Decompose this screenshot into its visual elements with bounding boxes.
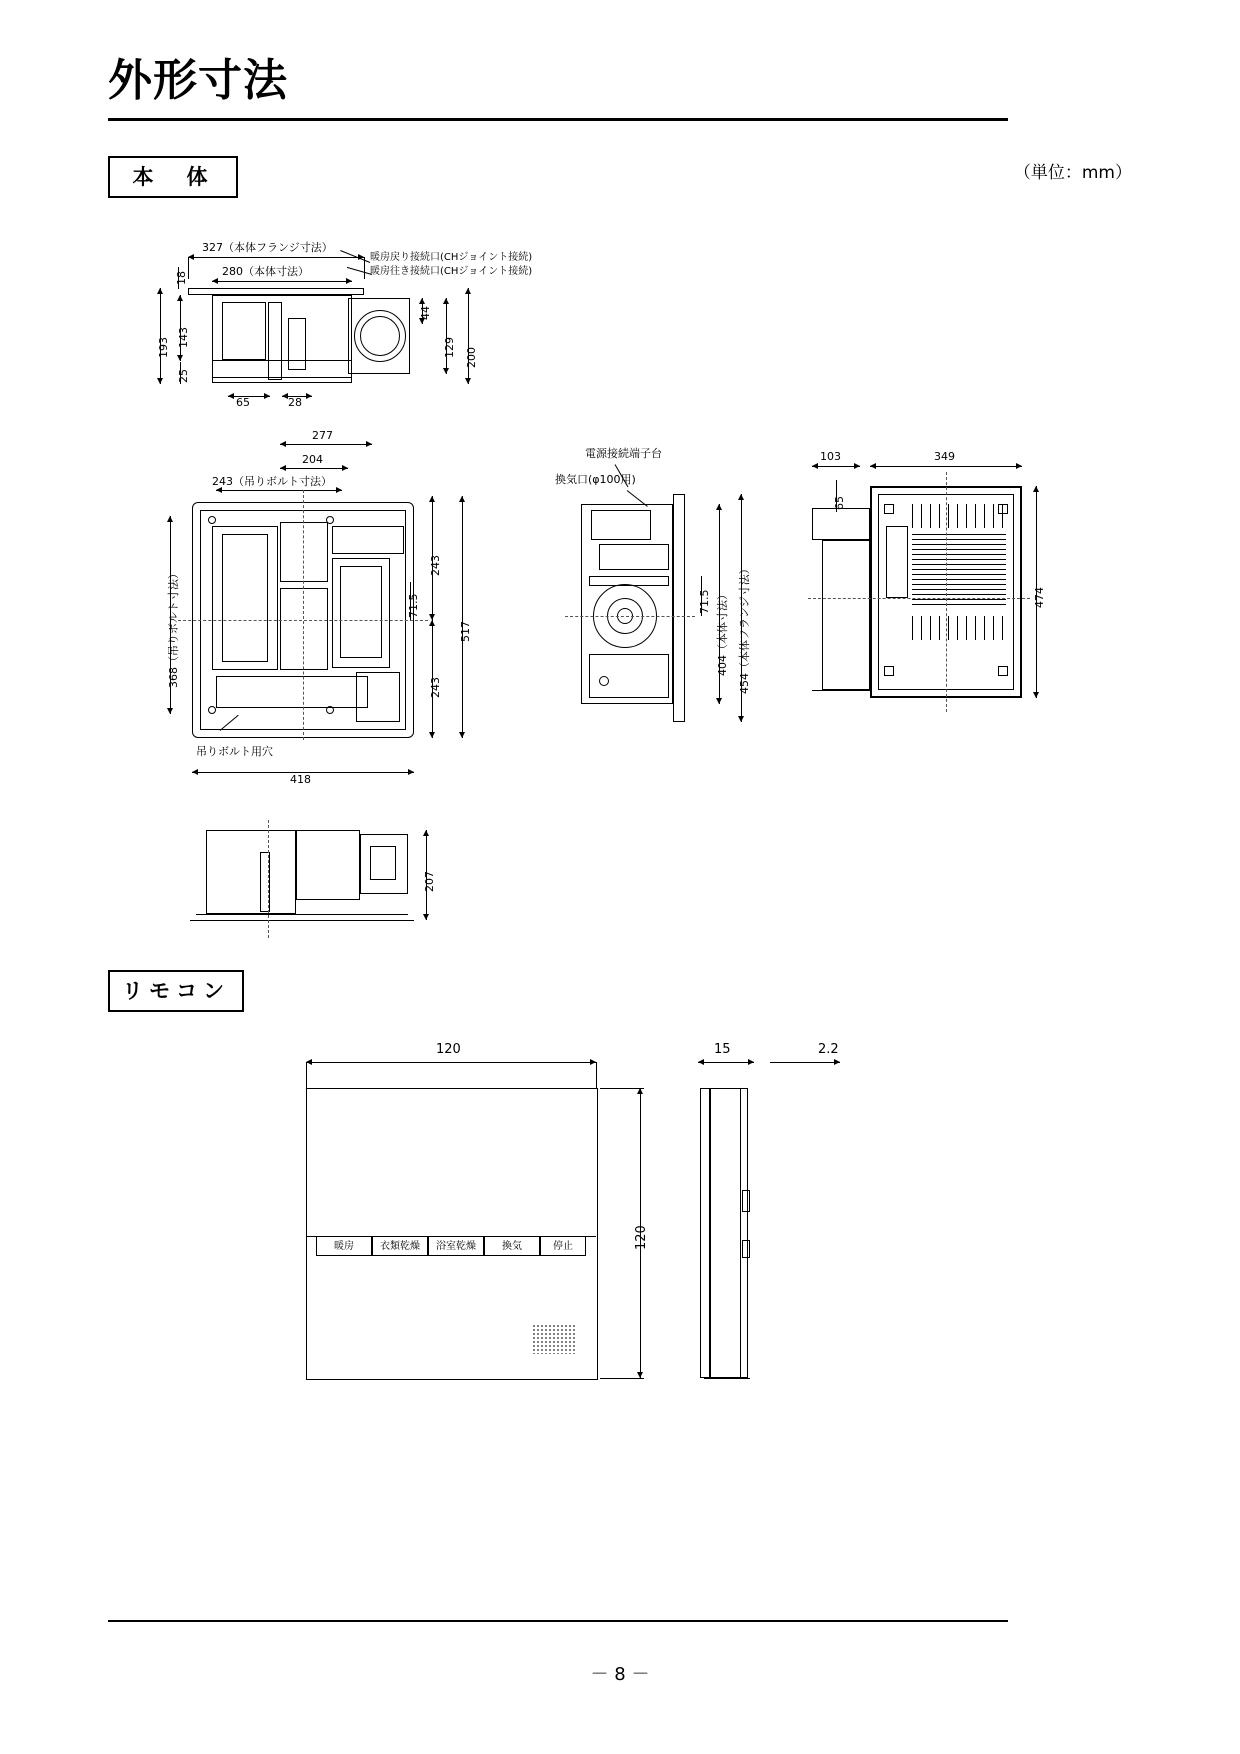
callout-power-terminal: 電源接続端子台: [585, 447, 662, 460]
bolt-hole: [326, 706, 334, 714]
internal-line: [212, 360, 352, 361]
dim-arrow-down: [459, 732, 465, 738]
dim-label-flange-width: 327（本体フランジ寸法）: [202, 241, 333, 254]
dim-label-remote-depth: 15: [714, 1042, 731, 1057]
internal-part: [356, 672, 400, 722]
filter-panel: [886, 526, 908, 598]
profile-line: [704, 1378, 750, 1379]
dim-label-28: 28: [288, 396, 302, 409]
dim-label-remote-thickness: 2.2: [818, 1042, 839, 1057]
dim-line-327: [188, 257, 364, 258]
side-notch: [742, 1190, 750, 1212]
center-line-vertical: [268, 820, 269, 938]
dim-arrow-left: [192, 769, 198, 775]
dim-arrow-up: [429, 620, 435, 626]
title-divider: [108, 118, 1008, 121]
dim-arrow-left: [870, 463, 876, 469]
dim-line-193: [160, 288, 161, 384]
page-number: － 8 －: [590, 1664, 650, 1685]
profile-line: [196, 914, 408, 915]
dim-line-280: [212, 281, 352, 282]
duct-opening-inner: [360, 316, 400, 356]
dim-arrow-right: [834, 1059, 840, 1065]
note-bolt-hole: 吊りボルト用穴: [196, 745, 273, 758]
dim-arrow-up: [443, 298, 449, 304]
callout-vent-port: 換気口(φ100用): [555, 473, 636, 486]
grille-slats-top: [912, 504, 1006, 528]
center-line: [808, 598, 1030, 599]
internal-part: [370, 846, 396, 880]
internal-part: [216, 676, 368, 708]
side-notch: [742, 1240, 750, 1258]
page-title: 外形寸法: [108, 55, 288, 106]
internal-part: [222, 302, 266, 360]
dim-arrow-right: [1016, 463, 1022, 469]
dim-label-65: 65: [833, 496, 846, 510]
bracket-body: [822, 540, 870, 690]
dim-label-143: 143: [177, 327, 190, 348]
dim-label-71-5-side: 71.5: [698, 589, 711, 614]
bolt-hole: [208, 516, 216, 524]
drawing-cross-section-view: [157, 240, 690, 415]
dim-label-71-5: 71.5: [407, 593, 420, 618]
screw-hole: [884, 504, 894, 514]
screw-hole: [998, 666, 1008, 676]
internal-part: [268, 302, 282, 380]
internal-part: [280, 588, 328, 670]
dim-arrow-right: [366, 441, 372, 447]
dim-arrow-right: [748, 1059, 754, 1065]
dim-arrow-down: [429, 732, 435, 738]
dim-arrow-left: [228, 393, 234, 399]
profile-line: [740, 1088, 741, 1378]
dim-arrow-up: [1033, 486, 1039, 492]
port-circle: [599, 676, 609, 686]
dim-label-bolt-pitch-v: 368（吊りボルト寸法）: [167, 568, 180, 688]
dim-arrow-up: [167, 516, 173, 522]
dim-line-129: [446, 298, 447, 374]
unit-profile: [206, 830, 296, 914]
dim-arrow-up: [419, 298, 425, 304]
dim-label-18: 18: [175, 271, 188, 285]
dim-line-277: [280, 444, 372, 445]
dim-line-517: [462, 496, 463, 738]
dim-label-243-bottom: 243: [429, 677, 442, 698]
ext-line: [596, 1062, 597, 1088]
section-heading-body: 本 体: [108, 156, 238, 198]
dim-line-thickness-2-2: [770, 1062, 840, 1063]
dim-arrow-down: [177, 355, 183, 361]
dim-arrow-right: [336, 487, 342, 493]
section-heading-remote: リモコン: [108, 970, 244, 1012]
dim-line-103: [812, 466, 860, 467]
dim-arrow-up: [716, 504, 722, 510]
drawing-plan-view: [160, 430, 530, 790]
internal-part: [280, 522, 328, 582]
dim-label-454: 454（本体フランジ寸法）: [738, 563, 751, 694]
dim-arrow-right: [342, 465, 348, 471]
remote-side-profile: [710, 1088, 748, 1378]
dim-line-204: [280, 468, 348, 469]
dim-arrow-right: [408, 769, 414, 775]
screw-hole: [884, 666, 894, 676]
bracket-line: [812, 690, 870, 691]
remote-button-stop[interactable]: 停止: [540, 1236, 586, 1256]
dim-line-depth-15: [698, 1062, 754, 1063]
dim-label-404: 404（本体寸法）: [716, 589, 729, 676]
dim-label-474: 474: [1033, 587, 1046, 608]
drawing-front-grille-view: [800, 448, 1046, 738]
drawing-side-view: [555, 448, 775, 748]
callout-heating-supply: 暖房往き接続口(CHジョイント接続): [370, 266, 533, 277]
dim-line-243: [216, 490, 342, 491]
internal-part: [599, 544, 669, 570]
dim-label-129: 129: [443, 337, 456, 358]
internal-line: [212, 377, 352, 378]
dim-label-207: 207: [423, 871, 436, 892]
center-line: [565, 616, 695, 617]
dim-label-body-width: 280（本体寸法）: [222, 265, 309, 278]
dim-label-204: 204: [302, 453, 323, 466]
dim-label-418: 418: [290, 773, 311, 786]
center-line-vertical: [946, 472, 947, 712]
dim-label-bolt-pitch-h: 243（吊りボルト寸法）: [212, 475, 332, 488]
drawing-remote-control: [300, 1040, 920, 1400]
screw-hole: [998, 504, 1008, 514]
center-line-vertical: [303, 490, 304, 740]
grille-slats-bottom: [912, 616, 1006, 640]
speaker-grille: [532, 1324, 576, 1354]
remote-button-ventilation[interactable]: 換気: [484, 1236, 540, 1256]
dim-arrow-up: [157, 288, 163, 294]
dim-arrow-down: [1033, 692, 1039, 698]
dim-label-65: 65: [236, 396, 250, 409]
fan-housing-inner: [340, 566, 382, 658]
dim-label-remote-height: 120: [634, 1225, 649, 1250]
dim-arrow-right: [346, 278, 352, 284]
leader-line: [347, 267, 372, 275]
ext-line: [600, 1378, 644, 1379]
dim-arrow-down: [738, 716, 744, 722]
bolt-hole: [326, 516, 334, 524]
dim-label-200: 200: [465, 347, 478, 368]
dim-arrow-right: [854, 463, 860, 469]
flange-line: [190, 920, 414, 921]
internal-part: [288, 318, 306, 370]
dim-arrow-up: [738, 494, 744, 500]
internal-part: [222, 534, 268, 662]
dim-label-remote-width: 120: [436, 1042, 461, 1057]
internal-part: [296, 830, 360, 900]
flange-profile: [188, 288, 364, 295]
remote-button-clothes-dry[interactable]: 衣類乾燥: [372, 1236, 428, 1256]
dim-arrow-up: [423, 830, 429, 836]
internal-part: [591, 510, 651, 540]
dim-arrow-down: [465, 378, 471, 384]
dim-line-200: [468, 288, 469, 384]
dim-label-277: 277: [312, 429, 333, 442]
unit-note: （単位：mm）: [1013, 163, 1132, 183]
dim-arrow-down: [167, 708, 173, 714]
dim-label-349: 349: [934, 450, 955, 463]
dim-arrow-up: [465, 288, 471, 294]
dim-arrow-up: [177, 295, 183, 301]
internal-part: [332, 526, 404, 554]
dim-arrow-left: [280, 465, 286, 471]
dim-label-103: 103: [820, 450, 841, 463]
ext-line: [188, 257, 189, 279]
dim-label-517: 517: [459, 621, 472, 642]
dim-label-25: 25: [177, 369, 190, 383]
dim-arrow-down: [716, 698, 722, 704]
bolt-hole: [208, 706, 216, 714]
dim-label-193: 193: [157, 337, 170, 358]
remote-back-plate: [700, 1088, 710, 1378]
callout-heating-return: 暖房戻り接続口(CHジョイント接続): [370, 252, 533, 263]
dim-arrow-down: [423, 914, 429, 920]
dim-arrow-right: [264, 393, 270, 399]
ext-line: [306, 1062, 307, 1088]
dim-arrow-right: [306, 393, 312, 399]
remote-button-row: [316, 1236, 586, 1256]
dim-arrow-left: [212, 278, 218, 284]
dim-arrow-down: [443, 368, 449, 374]
remote-button-heating[interactable]: 暖房: [316, 1236, 372, 1256]
dim-label-44: 44: [419, 306, 432, 320]
bracket: [812, 508, 870, 540]
dim-arrow-left: [280, 441, 286, 447]
footer-divider: [108, 1620, 1008, 1622]
louver-center: [912, 534, 1006, 608]
remote-button-bath-dry[interactable]: 浴室乾燥: [428, 1236, 484, 1256]
dim-label-243-top: 243: [429, 555, 442, 576]
dim-arrow-up: [459, 496, 465, 502]
dim-arrow-left: [812, 463, 818, 469]
drawing-bottom-section-view: [190, 820, 490, 950]
dim-arrow-up: [429, 496, 435, 502]
flange-profile: [673, 494, 685, 722]
dim-arrow-left: [698, 1059, 704, 1065]
dim-line-width-120: [306, 1062, 596, 1063]
ext-line: [600, 1088, 644, 1089]
dim-line-349: [870, 466, 1022, 467]
dim-arrow-down: [157, 378, 163, 384]
